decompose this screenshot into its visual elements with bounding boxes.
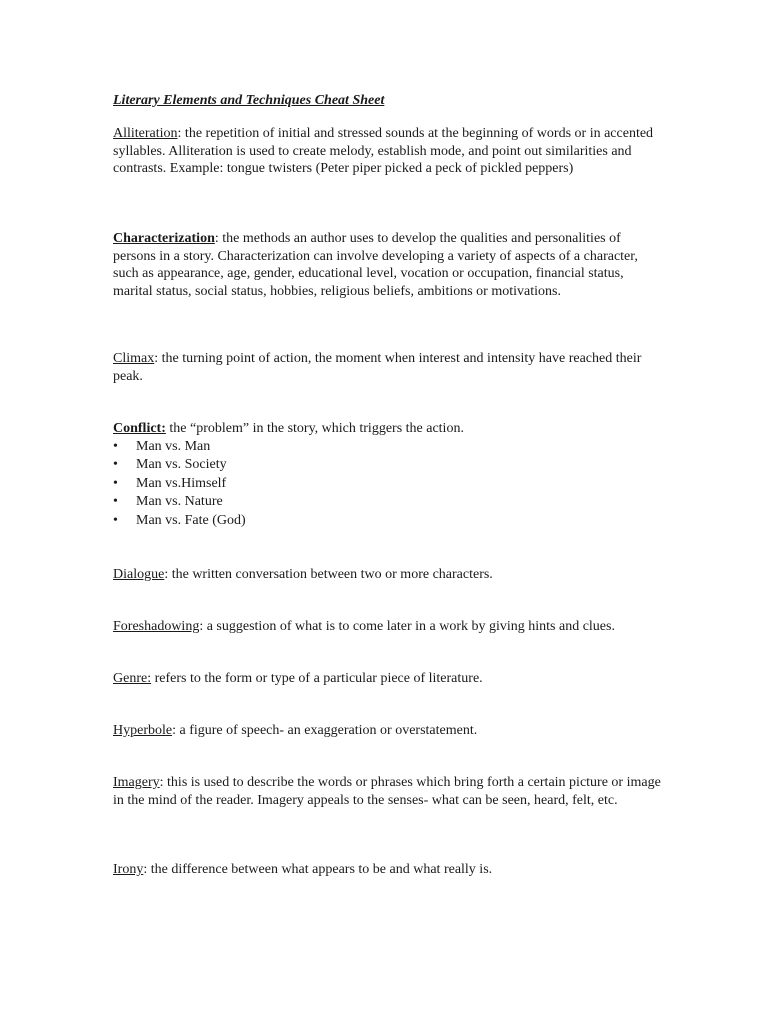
entry-irony	[113, 861, 661, 879]
bullet-icon: •	[113, 494, 118, 510]
list-item: • Man vs. Man	[113, 438, 661, 457]
bullet-icon: •	[113, 438, 118, 454]
definition-imagery: : this is used to describe the words or phrases which bring forth a certain picture or image in the mind of the reader. Imagery appeals to the senses- what can be seen, heard, felt, etc.	[113, 775, 661, 808]
definition-foreshadowing: : a suggestion of what is to come later in a work by giving hints and clues.	[199, 619, 615, 634]
term-climax: Climax	[113, 351, 155, 366]
bullet-icon: •	[113, 457, 118, 473]
list-item: • Man vs. Nature	[113, 493, 661, 512]
term-dialogue: Dialogue	[113, 567, 165, 582]
entry-imagery	[113, 774, 661, 809]
entry-alliteration	[113, 125, 661, 178]
definition-conflict: the “problem” in the story, which triggers the action.	[165, 421, 464, 436]
definition-characterization: : the methods an author uses to develop the qualities and personalities of persons in a story. Characterization can involve developing a variety of aspects of a character, such as appearance, age, gender, educational level, vocation or occupation, financial status, marital status, social status, hobbies, religious beliefs, ambitions or motivations.	[113, 231, 638, 299]
document-body	[113, 92, 661, 877]
list-item: • Man vs. Society	[113, 456, 661, 475]
definition-irony: : the difference between what appears to be and what really is.	[143, 862, 493, 877]
conflict-types-list	[113, 438, 661, 531]
entry-genre	[113, 670, 661, 688]
entry-conflict	[113, 420, 661, 530]
term-characterization: Characterization	[113, 231, 215, 246]
entry-characterization	[113, 230, 661, 300]
term-imagery: Imagery	[113, 775, 160, 790]
document-title: Literary Elements and Techniques Cheat Sheet	[113, 93, 385, 108]
term-foreshadowing: Foreshadowing	[113, 619, 200, 634]
definition-climax: : the turning point of action, the moment when interest and intensity have reached their peak.	[113, 351, 642, 384]
definition-dialogue: : the written conversation between two or more characters.	[164, 567, 493, 582]
bullet-icon: •	[113, 512, 118, 528]
definition-genre: refers to the form or type of a particular piece of literature.	[151, 671, 483, 686]
entry-dialogue	[113, 566, 661, 584]
entry-foreshadowing	[113, 618, 661, 636]
term-conflict: Conflict:	[113, 421, 166, 436]
term-irony: Irony	[113, 862, 144, 877]
term-alliteration: Alliteration	[113, 126, 178, 141]
list-item: • Man vs. Fate (God)	[113, 512, 661, 531]
entry-hyperbole	[113, 722, 661, 740]
entry-climax	[113, 350, 661, 385]
definition-alliteration: : the repetition of initial and stressed sounds at the beginning of words or in accented syllables. Alliteration is used to create melody, establish mode, and point out similarities and contrasts. Example: tongue twisters (Peter piper picked a peck of pickled peppers)	[113, 126, 654, 176]
definition-hyperbole: : a figure of speech- an exaggeration or overstatement.	[172, 723, 478, 738]
list-item: • Man vs.Himself	[113, 475, 661, 494]
term-genre: Genre:	[113, 671, 152, 686]
conflict-line	[113, 420, 661, 438]
term-hyperbole: Hyperbole	[113, 723, 173, 738]
bullet-icon: •	[113, 475, 118, 491]
